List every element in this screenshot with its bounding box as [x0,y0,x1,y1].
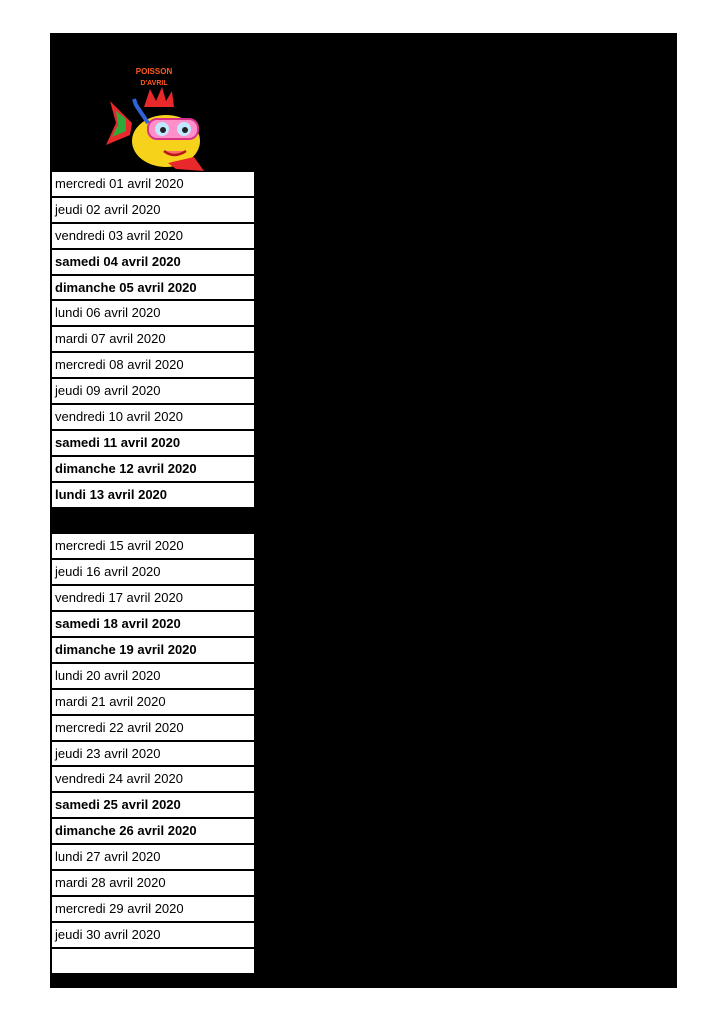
date-row [52,949,254,973]
date-row: dimanche 19 avril 2020 [52,638,254,662]
date-row: mardi 21 avril 2020 [52,690,254,714]
date-row: samedi 11 avril 2020 [52,431,254,455]
date-row: samedi 18 avril 2020 [52,612,254,636]
date-row: vendredi 03 avril 2020 [52,224,254,248]
date-row: jeudi 09 avril 2020 [52,379,254,403]
date-row: mercredi 15 avril 2020 [52,534,254,558]
date-list [52,172,254,975]
date-row: lundi 13 avril 2020 [52,483,254,507]
date-row: dimanche 05 avril 2020 [52,276,254,300]
date-row: mardi 07 avril 2020 [52,327,254,351]
date-row: jeudi 23 avril 2020 [52,742,254,766]
date-row: jeudi 16 avril 2020 [52,560,254,584]
date-row: mercredi 29 avril 2020 [52,897,254,921]
april-fish-logo [104,65,214,173]
april-fish-icon [104,65,214,173]
date-row: dimanche 26 avril 2020 [52,819,254,843]
date-row: vendredi 10 avril 2020 [52,405,254,429]
date-row: mercredi 08 avril 2020 [52,353,254,377]
date-row: lundi 27 avril 2020 [52,845,254,869]
date-row: jeudi 02 avril 2020 [52,198,254,222]
date-row: lundi 06 avril 2020 [52,301,254,325]
date-row: lundi 20 avril 2020 [52,664,254,688]
date-row: mardi 28 avril 2020 [52,871,254,895]
date-row: vendredi 17 avril 2020 [52,586,254,610]
date-row: samedi 04 avril 2020 [52,250,254,274]
date-row: mercredi 01 avril 2020 [52,172,254,196]
date-row: dimanche 12 avril 2020 [52,457,254,481]
date-row: mercredi 22 avril 2020 [52,716,254,740]
date-row: vendredi 24 avril 2020 [52,767,254,791]
calendar-sheet [50,33,677,988]
logo-line-2: D'AVRIL [140,80,168,87]
date-row: jeudi 30 avril 2020 [52,923,254,947]
date-row [52,509,254,533]
date-row: samedi 25 avril 2020 [52,793,254,817]
logo-line-1: POISSON [135,67,173,76]
